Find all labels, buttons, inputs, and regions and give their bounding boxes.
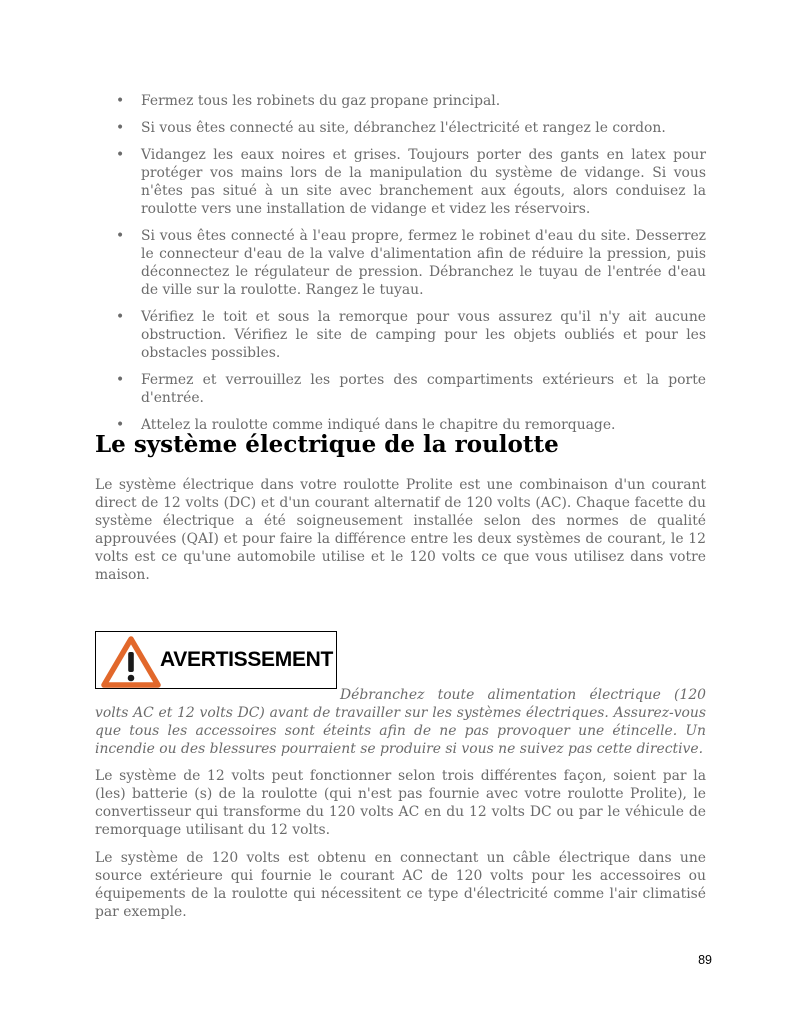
bullet-icon: • bbox=[116, 309, 125, 325]
list-item bbox=[116, 146, 706, 218]
checklist bbox=[116, 92, 706, 443]
list-item-text: Vérifiez le toit et sous la remorque pour vous assurez qu'il n'y ait aucune obstruction. Vérifiez le site de camping pour les objets oubliés et pour les obstacles possibles. bbox=[141, 309, 706, 361]
warning-label: AVERTISSEMENT bbox=[160, 648, 334, 671]
bullet-icon: • bbox=[116, 228, 125, 244]
list-item bbox=[116, 227, 706, 299]
list-item bbox=[116, 119, 706, 137]
list-item-text: Fermez tous les robinets du gaz propane principal. bbox=[141, 93, 501, 109]
warning-text: Débranchez toute alimentation électrique (120 volts AC et 12 volts DC) avant de travailler sur les systèmes électriques. Assurez-vous que tous les accessoires sont éteints afin de ne pas provoquer une étincelle. Un incendie ou des blessures pourraient se produire si vous ne suivez pas cette directive. bbox=[95, 687, 706, 757]
list-item bbox=[116, 92, 706, 110]
bullet-icon: • bbox=[116, 93, 125, 109]
warning-triangle-icon bbox=[100, 635, 162, 689]
list-item bbox=[116, 308, 706, 362]
page-number: 89 bbox=[698, 953, 712, 967]
section-title: Le système électrique de la roulotte bbox=[95, 431, 559, 458]
bullet-icon: • bbox=[116, 372, 125, 388]
list-item-text: Attelez la roulotte comme indiqué dans le chapitre du remorquage. bbox=[141, 417, 616, 433]
paragraph-12-volts: Le système de 12 volts peut fonctionner selon trois différentes façon, soient par la (les) batterie (s) de la roulotte (qui n'est pas fournie avec votre roulotte Prolite), le convertisseur qui transforme du 120 volts AC en du 12 volts DC ou par le véhicule de remorquage utilisant du 12 volts. bbox=[95, 768, 706, 838]
intro-paragraph: Le système électrique dans votre roulotte Prolite est une combinaison d'un courant direct de 12 volts (DC) et d'un courant alternatif de 120 volts (AC). Chaque facette du système électrique a été soigneusement installée selon des normes de qualité approuvées (QAI) et pour faire la différence entre les deux systèmes de courant, le 12 volts est ce qu'une automobile utilise et le 120 volts ce que vous utilisez dans votre maison. bbox=[95, 477, 706, 583]
warning-banner bbox=[95, 631, 337, 689]
list-item-text: Fermez et verrouillez les portes des compartiments extérieurs et la porte d'entrée. bbox=[141, 372, 706, 406]
list-item-text: Si vous êtes connecté au site, débranchez l'électricité et rangez le cordon. bbox=[141, 120, 666, 136]
bullet-icon: • bbox=[116, 417, 125, 433]
list-item-text: Vidangez les eaux noires et grises. Toujours porter des gants en latex pour protéger vos mains lors de la manipulation du système de vidange. Si vous n'êtes pas situé à un site avec branchement aux égouts, alors conduisez la roulotte vers une installation de vidange et videz les réservoirs. bbox=[141, 147, 706, 217]
paragraph-120-volts: Le système de 120 volts est obtenu en connectant un câble électrique dans une source extérieure qui fournie le courant AC de 120 volts pour les accessoires ou équipements de la roulotte qui nécessitent ce type d'électricité comme l'air climatisé par exemple. bbox=[95, 850, 706, 920]
bullet-icon: • bbox=[116, 147, 125, 163]
list-item-text: Si vous êtes connecté à l'eau propre, fermez le robinet d'eau du site. Desserrez le connecteur d'eau de la valve d'alimentation afin de réduire la pression, puis déconnectez le régulateur de pression. Débranchez le tuyau de l'entrée d'eau de ville sur la roulotte. Rangez le tuyau. bbox=[141, 228, 706, 298]
bullet-icon: • bbox=[116, 120, 125, 136]
list-item bbox=[116, 371, 706, 407]
